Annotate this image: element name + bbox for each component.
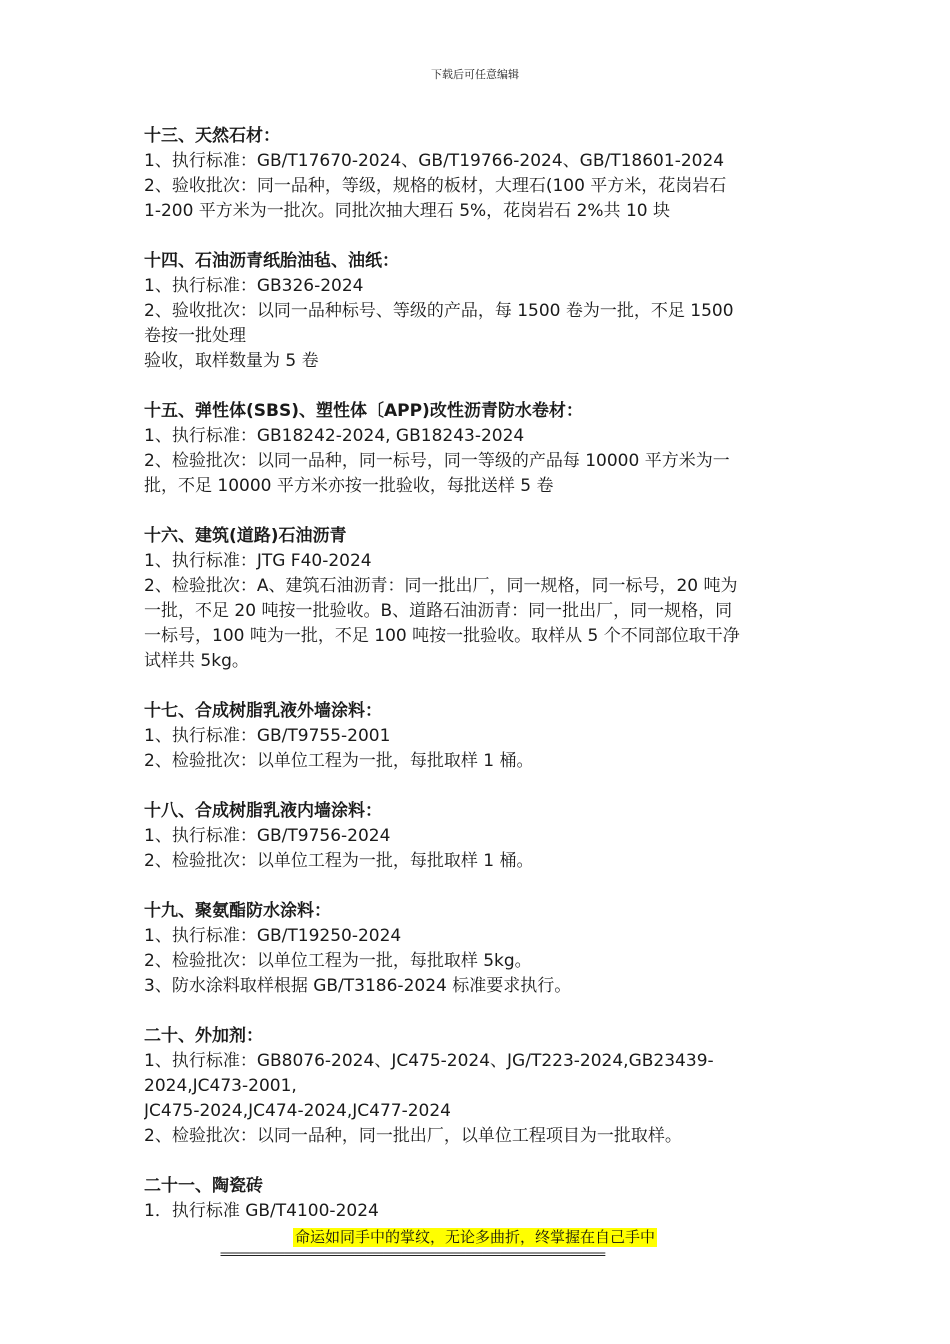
section-title: 二十、外加剂： (144, 1026, 263, 1046)
section-line: JC475-2024,JC474-2024,JC477-2024 (144, 1101, 451, 1121)
section-line: 2、检验批次：A、建筑石油沥青：同一批出厂，同一规格，同一标号，20 吨为 (144, 576, 738, 596)
section-line: 一批，不足 20 吨按一批验收。B、道路石油沥青：同一批出厂，同一规格，同 (144, 601, 733, 621)
section-title: 十七、合成树脂乳液外墙涂料： (144, 701, 382, 721)
section-line: 1、执行标准：GB326-2024 (144, 276, 364, 296)
section-line: 1-200 平方米为一批次。同批次抽大理石 5%，花岗岩石 2%共 10 块 (144, 201, 670, 221)
section-title: 十四、石油沥青纸胎油毡、油纸： (144, 251, 399, 271)
section-line: 2、检验批次：以同一品种，同一批出厂，以单位工程项目为一批取样。 (144, 1126, 682, 1146)
section-13 (144, 124, 812, 224)
section-14 (144, 249, 812, 374)
section-16 (144, 524, 812, 674)
section-title: 十五、弹性体(SBS)、塑性体〔APP)改性沥青防水卷材： (144, 401, 583, 421)
section-line: 试样共 5kg。 (144, 651, 249, 671)
section-line: 1、执行标准：GB/T17670-2024、GB/T19766-2024、GB/T18601-2024 (144, 151, 725, 171)
section-line: 2、验收批次：同一品种，等级，规格的板材，大理石(100 平方米，花岗岩石 (144, 176, 727, 196)
section-line: 1、执行标准：GB18242-2024, GB18243-2024 (144, 426, 525, 446)
section-line: 1、执行标准：GB/T9755-2001 (144, 726, 391, 746)
section-line: 批，不足 10000 平方米亦按一批验收，每批送样 5 卷 (144, 476, 554, 496)
section-21 (144, 1174, 812, 1224)
footer-motto-text: 命运如同手中的掌纹，无论多曲折，终掌握在自己手中 (294, 1228, 655, 1246)
section-title: 二十一、陶瓷砖 (144, 1176, 263, 1196)
section-line: 2024,JC473-2001, (144, 1076, 297, 1096)
section-19 (144, 899, 812, 999)
footer-divider: ================================================================== (220, 1247, 605, 1261)
section-line: 1．执行标准 GB/T4100-2024 (144, 1201, 379, 1221)
section-title: 十三、天然石材： (144, 126, 280, 146)
section-line: 卷按一批处理 (144, 326, 246, 346)
section-line: 验收，取样数量为 5 卷 (144, 351, 319, 371)
section-line: 2、检验批次：以单位工程为一批，每批取样 1 桶。 (144, 751, 534, 771)
section-line: 2、检验批次：以单位工程为一批，每批取样 1 桶。 (144, 851, 534, 871)
section-line: 2、检验批次：以单位工程为一批，每批取样 5kg。 (144, 951, 532, 971)
section-title: 十八、合成树脂乳液内墙涂料： (144, 801, 382, 821)
section-line: 1、执行标准：GB/T9756-2024 (144, 826, 391, 846)
section-line: 一标号，100 吨为一批，不足 100 吨按一批验收。取样从 5 个不同部位取干净 (144, 626, 740, 646)
section-line: 1、执行标准：GB8076-2024、JC475-2024、JG/T223-2024,GB23439- (144, 1051, 714, 1071)
footer-motto (0, 1228, 950, 1247)
section-line: 1、执行标准：GB/T19250-2024 (144, 926, 402, 946)
section-line: 2、验收批次：以同一品种标号、等级的产品，每 1500 卷为一批，不足 1500 (144, 301, 734, 321)
section-title: 十六、建筑(道路)石油沥青 (144, 526, 347, 546)
section-20 (144, 1024, 812, 1149)
section-line: 1、执行标准：JTG F40-2024 (144, 551, 372, 571)
section-18 (144, 799, 812, 874)
section-title: 十九、聚氨酯防水涂料： (144, 901, 331, 921)
section-15 (144, 399, 812, 499)
section-line: 2、检验批次：以同一品种，同一标号，同一等级的产品每 10000 平方米为一 (144, 451, 730, 471)
section-17 (144, 699, 812, 774)
header-note: 下载后可任意编辑 (431, 68, 519, 81)
section-line: 3、防水涂料取样根据 GB/T3186-2024 标准要求执行。 (144, 976, 572, 996)
document-body (144, 124, 812, 1249)
